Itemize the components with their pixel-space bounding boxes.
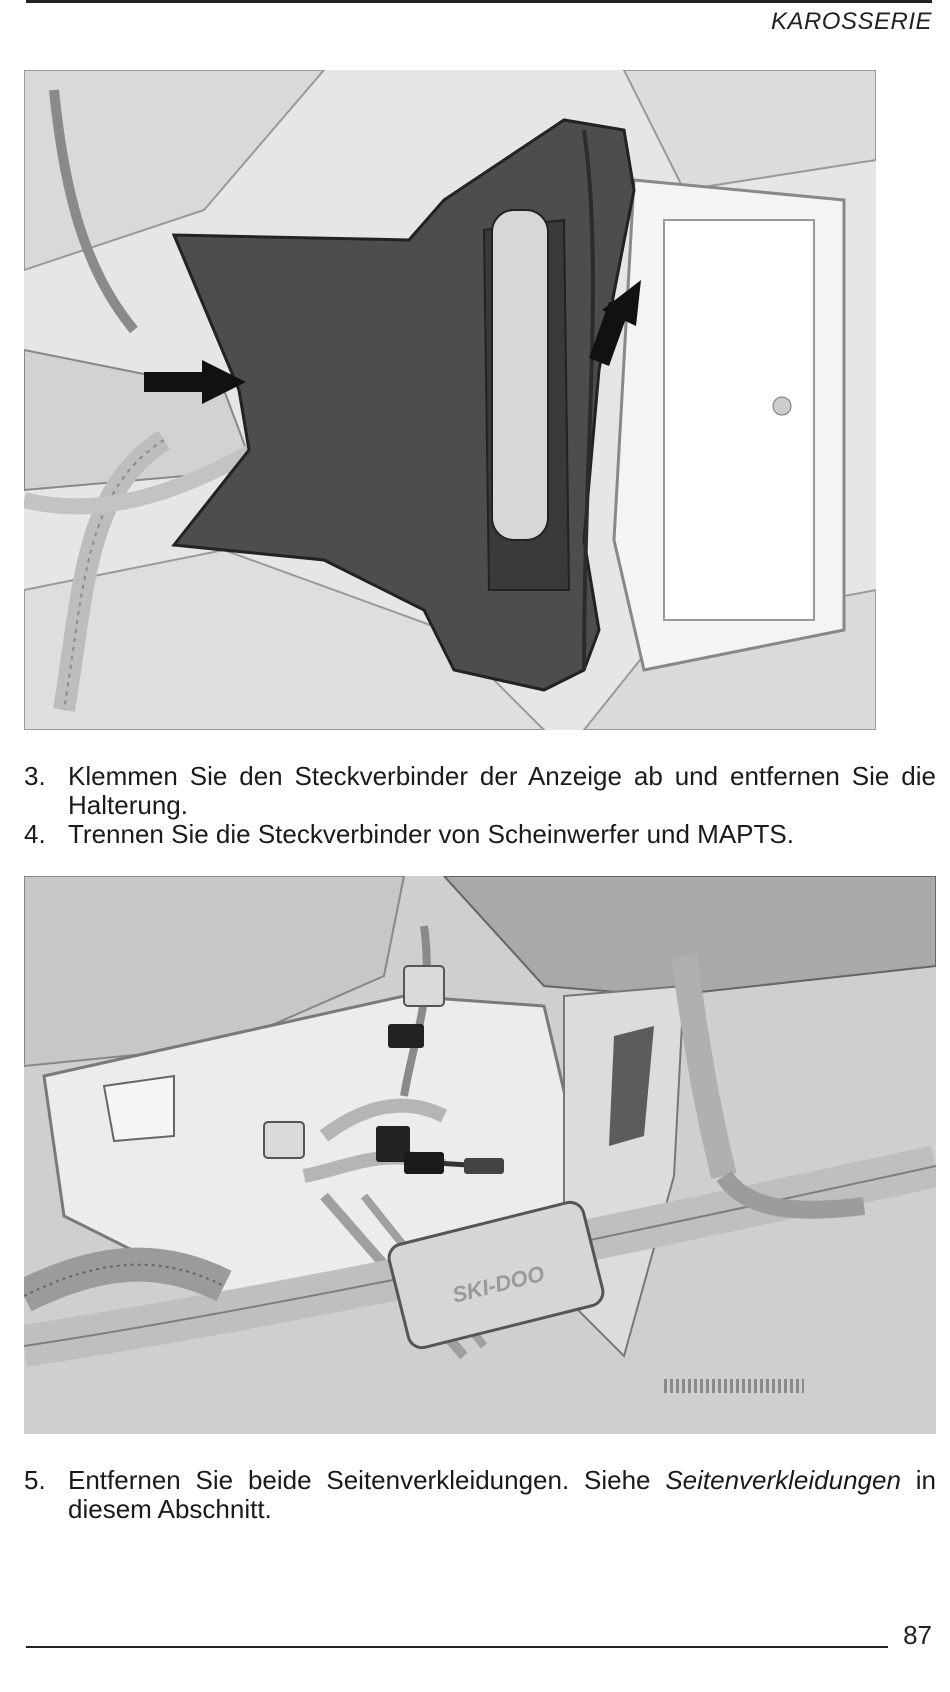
step-5 [24,1466,936,1524]
step-text-start: Entfernen Sie beide Seitenverkleidungen. Siehe [68,1465,666,1495]
page-number: 87 [903,1620,932,1650]
step-number: 5. [24,1465,46,1495]
step-number: 3. [24,761,46,791]
figure-panel-removal [24,70,876,730]
step-4 [24,820,936,849]
top-rule [26,0,932,3]
step-text: Klemmen Sie den Steckverbinder der Anzeige ab und entfernen Sie die Halterung. [68,761,936,820]
step-3 [24,762,936,820]
connectors-illustration [24,876,936,1434]
steps-list-b [24,1466,936,1524]
section-reference: Seitenverkleidungen [665,1465,901,1495]
bottom-rule [26,1646,888,1648]
panel-illustration [24,70,876,730]
section-header: KAROSSERIE [770,8,932,35]
step-number: 4. [24,819,46,849]
step-text [68,1466,936,1524]
step-text: Trennen Sie die Steckverbinder von Scheinwerfer und MAPTS. [68,819,794,849]
step-text-end: in diesem Abschnitt. [68,1465,936,1524]
steps-list-a [24,762,936,849]
figure-connectors [24,876,936,1434]
pad-logo: SKI-DOO [449,1260,547,1308]
